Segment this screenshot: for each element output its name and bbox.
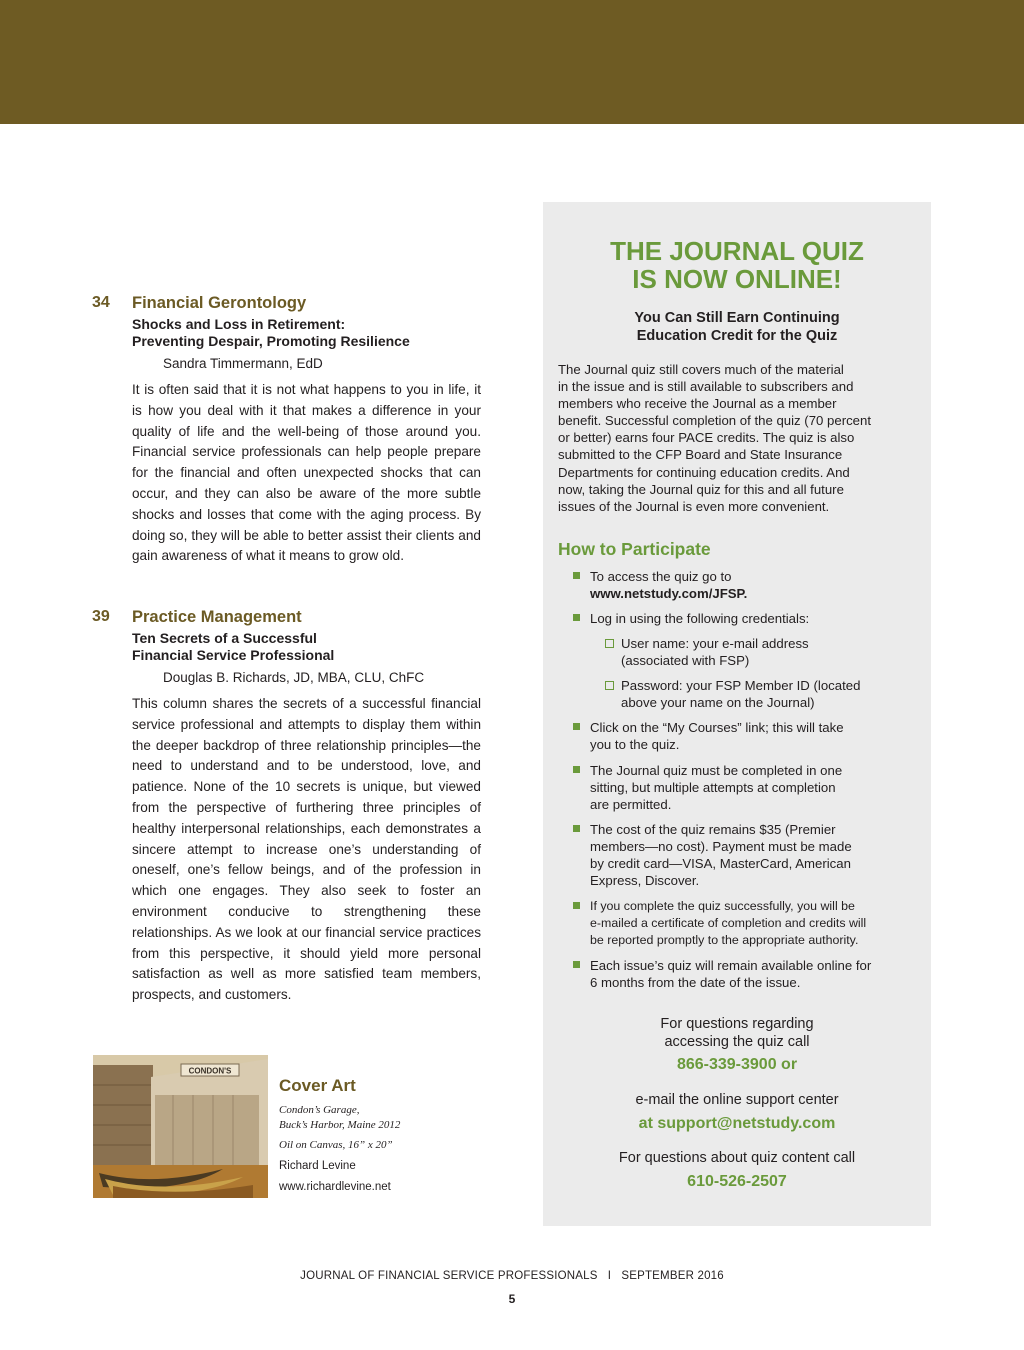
support-email-link[interactable]: at support@netstudy.com [638, 1115, 836, 1132]
quiz-headline: THE JOURNAL QUIZ IS NOW ONLINE! [610, 236, 864, 294]
cover-art-painting [93, 1055, 268, 1198]
painting-sign-text: CONDON'S [188, 1066, 232, 1076]
contact-content-text: For questions about quiz content call [618, 1150, 856, 1166]
bullet-square-icon [573, 614, 580, 621]
quiz-subhead: You Can Still Earn Continuing Education Credit for the Quiz [634, 310, 840, 344]
contents-entry-34 [92, 294, 482, 594]
contact-access-text: For questions regarding accessing the quiz call [660, 1016, 814, 1050]
entry-abstract: It is often said that it is not what happens to you in life, it is how you deal with it that makes a difference in your quality of life and the well-being of those around you. Financial service professionals can help people prepare for the financial and often unexpected shocks that can occur, and they can also be aware of the more subtle shocks and losses that come with the aging process. By doing so, they will be able to better assist their clients and gain awareness of what it means to grow old. [132, 382, 481, 564]
quiz-url-link[interactable]: www.netstudy.com/JFSP. [590, 586, 748, 601]
entry-author: Douglas B. Richards, JD, MBA, CLU, ChFC [163, 670, 425, 685]
bullet-square-icon [573, 825, 580, 832]
entry-abstract: This column shares the secrets of a successful financial service professional and attempts to display them within the deeper backdrop of three relationship principles—the need to understand and to be understood, love, and patience. None of the 10 secrets is unique, but viewed from the perspective of furthering three principles of healthy interpersonal relationships, each demonstrates a sincere attempt to increase one’s understanding of oneself, one’s fellow beings, and of the profession in which one engages. They also seek to foster an environment conducive to strengthening these relationships. As we look at our financial service practices from this perspective, it should yield more personal satisfaction as well as more satisfied team members, prospects, and customers. [132, 696, 481, 1003]
support-phone[interactable]: 866-339-3900 or [676, 1056, 798, 1073]
entry-author: Sandra Timmermann, EdD [163, 356, 323, 371]
quiz-intro: The Journal quiz still covers much of the material in the issue and is still available to subscribers and members who receive the Journal as a member benefit. Successful completion of the quiz (70 percent or better) earns four PACE credits. The quiz is also submitted to the CFP Board and State Insurance Departments for continuing education credits. And now, taking the Journal quiz for this and all future issues of the Journal is even more convenient. [558, 362, 872, 514]
bullet-square-icon [573, 766, 580, 773]
entry-section: Practice Management [132, 608, 302, 626]
entry-page-number: 34 [92, 294, 110, 311]
entry-title: Shocks and Loss in Retirement: Preventing Despair, Promoting Resilience [132, 316, 410, 349]
bullet-square-icon [573, 961, 580, 968]
cover-art-location: Buck’s Harbor, Maine 2012 [279, 1119, 401, 1131]
how-to-participate-heading: How to Participate [558, 539, 711, 559]
bullet-square-icon [573, 572, 580, 579]
cover-art-medium: Oil on Canvas, 16” x 20” [279, 1139, 393, 1151]
bullet-square-icon [573, 723, 580, 730]
page-number: 5 [508, 1292, 516, 1306]
header-bar [0, 0, 1024, 124]
contact-email-text: e-mail the online support center [635, 1092, 839, 1108]
cover-art-heading: Cover Art [279, 1076, 356, 1095]
entry-section: Financial Gerontology [132, 294, 307, 312]
entry-page-number: 39 [92, 608, 110, 625]
bullet-outline-square-icon [605, 639, 614, 648]
entry-title: Ten Secrets of a Successful Financial Service Professional [132, 630, 335, 663]
journal-footer: JOURNAL OF FINANCIAL SERVICE PROFESSIONALS I SEPTEMBER 2016 [300, 1270, 724, 1282]
quiz-panel: THE JOURNAL QUIZ IS NOW ONLINE! You Can Still Earn Continuing Education Credit for the Quiz The Journal quiz still covers much of the material in the issue and is still available to subscribers and members who receive the Journal as a member benefit. Successful completion of the quiz (70 percent or better) earns four PACE credits. The quiz is also submitted to the CFP Board and State Insurance Departments for continuing education credits. And now, taking the Journal quiz for this and all future issues of the Journal is even more convenient. How to Participate To access the quiz go to www.netstudy.com/JFSP. Log in using the following credentials: User name: your e-mail address (associated with FSP) Password: your FSP Member ID (located above your name on the Journal) Click on the “My Courses” link; this will take you to the quiz. The Journal quiz must be completed in one sitting, but multiple attempts at completion are permitted. The cost of the quiz remains $35 (Premier members—no cost). Payment must be made by credit card—VISA, MasterCard, American Express, Discover. If you complete the quiz successfully, you will be e-mailed a certificate of completion and credits will be reported promptly to the appropriate authority. Each issue’s quiz will remain available online for 6 months from the date of the issue. For questions regarding accessing the quiz call 866-339-3900 or e-mail the online support center at support@netstudy.com For questions about quiz content call 610-526-2507 [543, 202, 931, 1226]
contents-entry-39 [92, 608, 482, 1008]
bullet-square-icon [573, 902, 580, 909]
bullet-outline-square-icon [605, 681, 614, 690]
content-phone[interactable]: 610-526-2507 [687, 1173, 787, 1190]
cover-art-website: www.richardlevine.net [279, 1181, 391, 1193]
cover-art-artist: Richard Levine [279, 1160, 356, 1172]
cover-art-title: Condon’s Garage, [279, 1104, 360, 1116]
